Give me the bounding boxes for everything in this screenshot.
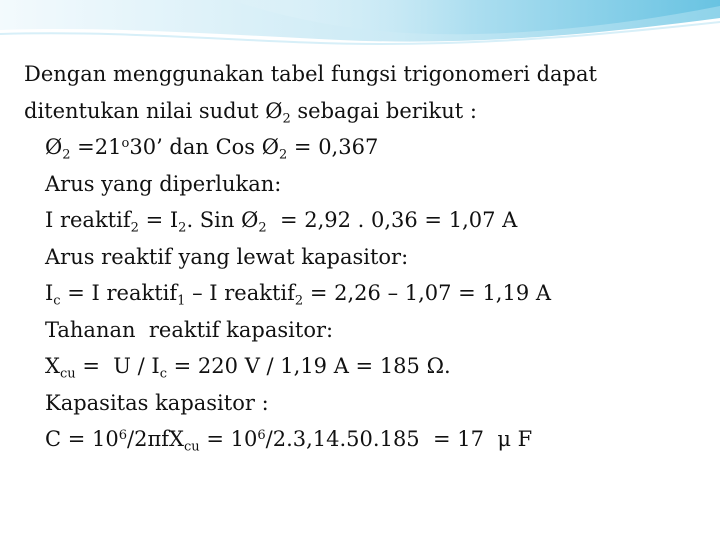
x-sub-2: c (159, 366, 167, 382)
ic-text-c: – I reaktif (185, 281, 295, 305)
intro-text-1: Dengan menggunakan tabel fungsi trigonomeri dapat (24, 62, 597, 86)
kapasitas-label: Kapasitas kapasitor : (45, 390, 269, 415)
ic-sub: c (53, 293, 61, 309)
phi-text-a: Ø (45, 135, 63, 159)
phi-sub: 2 (62, 147, 71, 163)
intro-text-2b: sebagai berikut : (290, 98, 477, 123)
ir-text-b: = I (138, 208, 179, 232)
arus-kapasitor-label-line (24, 239, 704, 276)
slide-content (24, 56, 704, 458)
intro-text-2a: ditentukan nilai sudut Ø (24, 98, 283, 123)
ir-sub: 2 (130, 220, 139, 236)
arus-label-line (24, 166, 704, 203)
intro-line-1 (24, 56, 704, 93)
ic-sub-2: 1 (177, 293, 186, 309)
ir-text-a: I reaktif (45, 208, 131, 232)
c-sup: 6 (118, 427, 128, 443)
x-text-a: X (45, 354, 60, 378)
ic-sub-3: 2 (294, 293, 304, 309)
ic-text-a: I (45, 281, 54, 305)
phi-line (24, 129, 704, 166)
phi-degree: o (121, 135, 130, 151)
ir-text-d: = 2,92 . 0,36 = 1,07 A (266, 208, 518, 232)
phi-text-b: =21 (70, 135, 122, 159)
phi-sub-2: 2 (278, 147, 288, 163)
ic-line (24, 275, 704, 312)
ireaktif-line (24, 202, 704, 239)
phi-text-d: = 0,367 (287, 135, 379, 159)
xcu-line (24, 348, 704, 385)
arus-kapasitor-label: Arus reaktif yang lewat kapasitor: (45, 244, 409, 269)
tahanan-label: Tahanan reaktif kapasitor: (45, 317, 334, 342)
x-sub: cu (59, 366, 76, 382)
c-text-a: C = 10 (45, 427, 119, 451)
c-sup-2: 6 (257, 427, 266, 443)
x-text-c: = 220 V / 1,19 A = 185 Ω. (166, 354, 451, 378)
tahanan-label-line (24, 312, 704, 349)
c-text-d: /2.3,14.50.185 = 17 μ F (265, 427, 533, 451)
arus-label: Arus yang diperlukan: (45, 171, 282, 196)
phi-text-c: 30’ dan Cos Ø (129, 135, 279, 159)
ir-sub-3: 2 (258, 220, 267, 236)
ic-text-d: = 2,26 – 1,07 = 1,19 A (303, 281, 552, 305)
c-text-b: /2πfX (127, 427, 184, 451)
intro-line-2 (24, 93, 704, 130)
kapasitas-label-line (24, 385, 704, 422)
c-line (24, 421, 704, 458)
ir-text-c: . Sin Ø (186, 208, 259, 232)
ic-text-b: = I reaktif (60, 281, 178, 305)
header-wave-decoration (0, 0, 720, 56)
c-sub: cu (184, 439, 200, 455)
c-text-c: = 10 (199, 427, 258, 451)
ir-sub-2: 2 (178, 220, 187, 236)
x-text-b: = U / I (75, 354, 160, 378)
intro-subscript: 2 (282, 111, 291, 127)
